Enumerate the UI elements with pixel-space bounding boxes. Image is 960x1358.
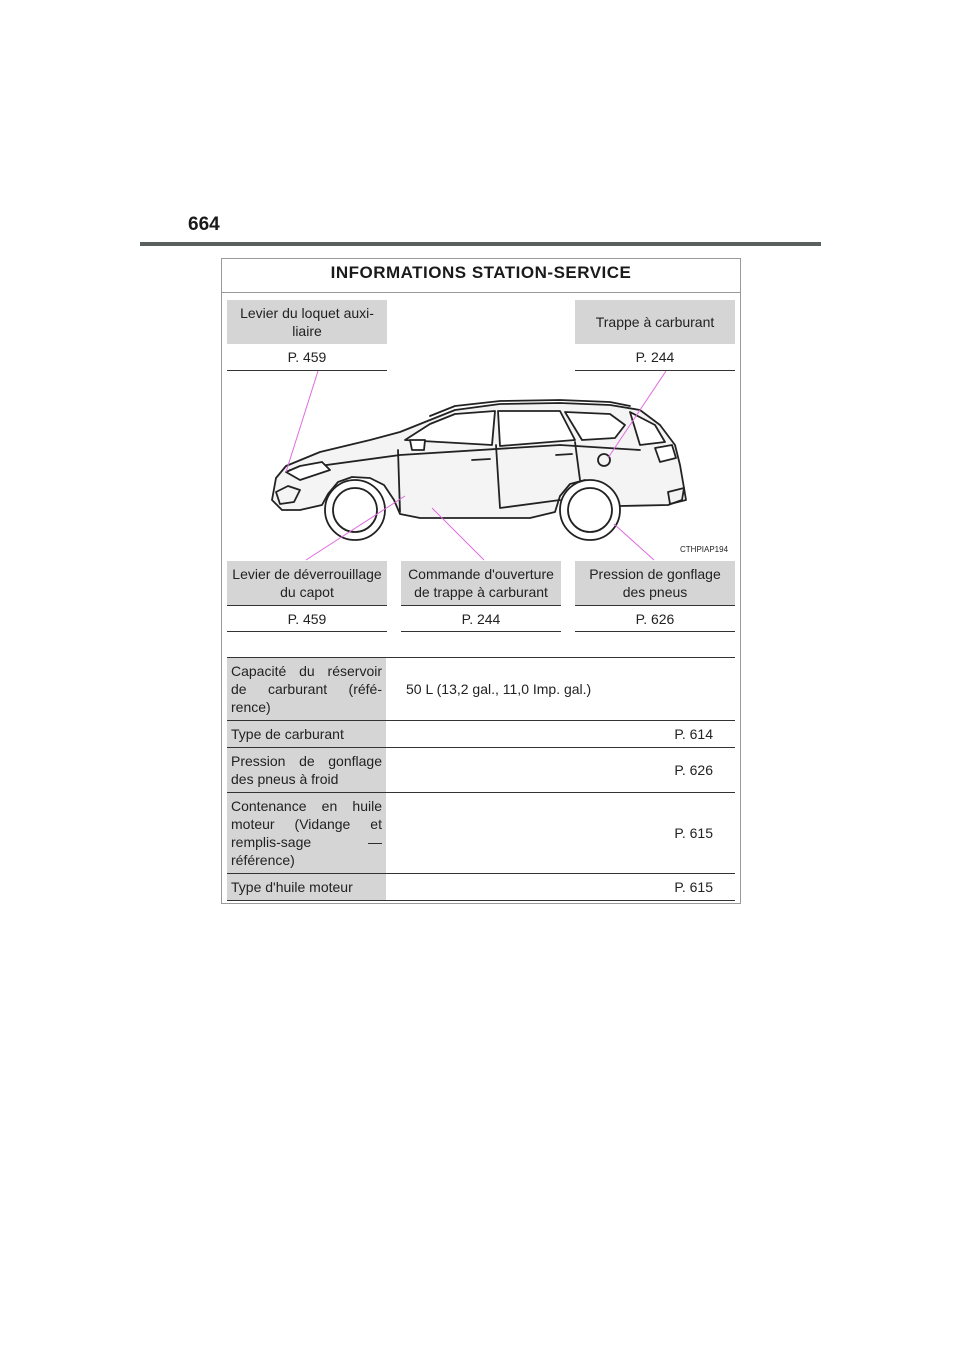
row-label-fuel-capacity: Capacité du réservoir de carburant (réfé-rence) bbox=[227, 658, 386, 721]
callout-fuel-opener-ref[interactable]: P. 244 bbox=[401, 605, 561, 632]
table-row bbox=[227, 874, 735, 901]
page-number: 664 bbox=[188, 214, 220, 235]
image-id: CTHPIAP194 bbox=[680, 545, 729, 554]
callout-hood-release-ref[interactable]: P. 459 bbox=[227, 605, 387, 632]
callout-fuel-opener-label: Commande d'ouverture de trappe à carburant bbox=[401, 561, 561, 605]
row-value-cold-tire-pressure[interactable]: P. 626 bbox=[386, 748, 735, 793]
row-label-oil-capacity: Contenance en huile moteur (Vidange et remplis-sage — référence) bbox=[227, 793, 386, 874]
callout-hood-release-label: Levier de déverrouillage du capot bbox=[227, 561, 387, 605]
callout-tire-pressure-label: Pression de gonflage des pneus bbox=[575, 561, 735, 605]
row-value-fuel-capacity: 50 L (13,2 gal., 11,0 Imp. gal.) bbox=[386, 658, 735, 721]
callout-fuel-door-label: Trappe à carburant bbox=[575, 300, 735, 344]
table-row bbox=[227, 793, 735, 874]
table-row bbox=[227, 721, 735, 748]
row-label-oil-type: Type d'huile moteur bbox=[227, 874, 386, 901]
row-value-oil-capacity[interactable]: P. 615 bbox=[386, 793, 735, 874]
table-row bbox=[227, 658, 735, 721]
row-label-fuel-type: Type de carburant bbox=[227, 721, 386, 748]
row-value-oil-type[interactable]: P. 615 bbox=[386, 874, 735, 901]
callout-aux-latch-ref[interactable]: P. 459 bbox=[227, 344, 387, 371]
callout-tire-pressure-ref[interactable]: P. 626 bbox=[575, 605, 735, 632]
callout-fuel-door-ref[interactable]: P. 244 bbox=[575, 344, 735, 371]
row-value-fuel-type[interactable]: P. 614 bbox=[386, 721, 735, 748]
row-label-cold-tire-pressure: Pression de gonflage des pneus à froid bbox=[227, 748, 386, 793]
callout-aux-latch-label: Levier du loquet auxi-liaire bbox=[227, 300, 387, 344]
section-title: INFORMATIONS STATION-SERVICE bbox=[330, 263, 632, 282]
table-row bbox=[227, 748, 735, 793]
spec-table bbox=[227, 657, 735, 901]
